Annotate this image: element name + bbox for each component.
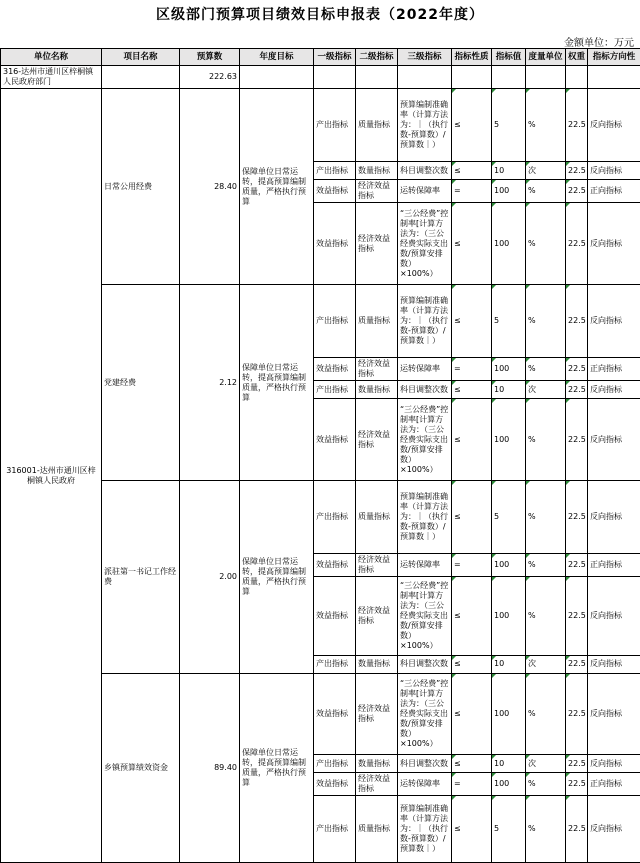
measure-unit: %	[526, 796, 566, 863]
indicator-value: 100	[492, 203, 526, 285]
indicator-value: 100	[492, 358, 526, 381]
level3-indicator: “三公经费”控制率[计算方法为：（三公经费实际支出数/预算安排数）×100%）	[398, 673, 452, 755]
weight: 22.5	[566, 577, 588, 656]
indicator-nature: ≤	[452, 755, 492, 773]
indicator-direction: 反向指标	[588, 285, 640, 358]
level2-indicator: 经济效益指标	[356, 179, 398, 202]
level1-indicator: 产出指标	[314, 755, 356, 773]
indicator-nature: =	[452, 358, 492, 381]
project-name: 派驻第一书记工作经费	[102, 481, 180, 674]
level2-indicator: 经济效益指标	[356, 358, 398, 381]
level1-indicator: 效益指标	[314, 203, 356, 285]
weight: 22.5	[566, 162, 588, 180]
header-cell: 度量单位	[526, 49, 566, 66]
level3-indicator: 运转保障率	[398, 179, 452, 202]
measure-unit: %	[526, 554, 566, 577]
empty-cell	[566, 66, 588, 89]
project-amount: 2.12	[180, 285, 240, 481]
measure-unit: %	[526, 203, 566, 285]
weight: 22.5	[566, 773, 588, 796]
indicator-direction: 反向指标	[588, 673, 640, 755]
level2-indicator: 质量指标	[356, 285, 398, 358]
weight: 22.5	[566, 673, 588, 755]
level3-indicator: “三公经费”控制率[计算方法为：（三公经费实际支出数/预算安排数）×100%）	[398, 203, 452, 285]
indicator-value: 5	[492, 89, 526, 162]
level3-indicator: “三公经费”控制率[计算方法为：（三公经费实际支出数/预算安排数）×100%）	[398, 399, 452, 481]
level3-indicator: 预算编制准确率（计算方法为：｜（执行数-预算数）/预算数｜）	[398, 89, 452, 162]
indicator-nature: ≤	[452, 796, 492, 863]
measure-unit: 次	[526, 381, 566, 399]
header-cell: 指标值	[492, 49, 526, 66]
indicator-direction: 反向指标	[588, 577, 640, 656]
empty-cell	[492, 66, 526, 89]
level3-indicator: 预算编制准确率（计算方法为：｜（执行数-预算数）/预算数｜）	[398, 796, 452, 863]
level3-indicator: 科目调整次数	[398, 381, 452, 399]
indicator-row	[1, 89, 640, 162]
weight: 22.5	[566, 755, 588, 773]
header-cell: 单位名称	[1, 49, 102, 66]
level2-indicator: 经济效益指标	[356, 203, 398, 285]
indicator-value: 100	[492, 399, 526, 481]
indicator-direction: 反向指标	[588, 89, 640, 162]
header-cell: 年度目标	[240, 49, 314, 66]
indicator-direction: 反向指标	[588, 481, 640, 554]
indicator-nature: ≤	[452, 203, 492, 285]
level2-indicator: 数量指标	[356, 381, 398, 399]
level1-indicator: 产出指标	[314, 481, 356, 554]
level3-indicator: 科目调整次数	[398, 162, 452, 180]
indicator-value: 5	[492, 796, 526, 863]
indicator-nature: ≤	[452, 162, 492, 180]
indicator-direction: 正向指标	[588, 554, 640, 577]
level2-indicator: 经济效益指标	[356, 554, 398, 577]
project-amount: 2.00	[180, 481, 240, 674]
empty-cell	[452, 66, 492, 89]
level2-indicator: 数量指标	[356, 655, 398, 673]
indicator-nature: =	[452, 773, 492, 796]
indicator-value: 100	[492, 554, 526, 577]
indicator-nature: ≤	[452, 381, 492, 399]
header-cell: 项目名称	[102, 49, 180, 66]
empty-cell	[240, 66, 314, 89]
indicator-nature: ≤	[452, 285, 492, 358]
indicator-nature: =	[452, 554, 492, 577]
indicator-direction: 反向指标	[588, 655, 640, 673]
measure-unit: %	[526, 577, 566, 656]
header-cell: 权重	[566, 49, 588, 66]
level2-indicator: 经济效益指标	[356, 673, 398, 755]
level1-indicator: 效益指标	[314, 773, 356, 796]
empty-cell	[356, 66, 398, 89]
performance-target-table	[0, 48, 640, 863]
level3-indicator: 运转保障率	[398, 554, 452, 577]
measure-unit: 次	[526, 655, 566, 673]
header-cell: 预算数	[180, 49, 240, 66]
indicator-nature: ≤	[452, 577, 492, 656]
level2-indicator: 质量指标	[356, 481, 398, 554]
indicator-value: 10	[492, 162, 526, 180]
indicator-nature: ≤	[452, 89, 492, 162]
measure-unit: %	[526, 89, 566, 162]
indicator-value: 100	[492, 673, 526, 755]
measure-unit: %	[526, 773, 566, 796]
weight: 22.5	[566, 381, 588, 399]
weight: 22.5	[566, 203, 588, 285]
level1-indicator: 效益指标	[314, 554, 356, 577]
level1-indicator: 产出指标	[314, 285, 356, 358]
empty-cell	[102, 66, 180, 89]
level1-indicator: 产出指标	[314, 162, 356, 180]
level1-indicator: 效益指标	[314, 577, 356, 656]
level2-indicator: 质量指标	[356, 89, 398, 162]
indicator-direction: 反向指标	[588, 203, 640, 285]
header-cell: 三级指标	[398, 49, 452, 66]
empty-cell	[398, 66, 452, 89]
header-cell: 一级指标	[314, 49, 356, 66]
measure-unit: 次	[526, 755, 566, 773]
header-cell: 二级指标	[356, 49, 398, 66]
measure-unit: %	[526, 481, 566, 554]
weight: 22.5	[566, 89, 588, 162]
measure-unit: %	[526, 399, 566, 481]
weight: 22.5	[566, 399, 588, 481]
amount-unit-note: 金额单位：万元	[564, 38, 634, 49]
header-row	[1, 49, 640, 66]
indicator-nature: ≤	[452, 481, 492, 554]
indicator-nature: ≤	[452, 399, 492, 481]
level2-indicator: 数量指标	[356, 162, 398, 180]
level3-indicator: 运转保障率	[398, 358, 452, 381]
unit-name: 316001-达州市通川区梓桐镇人民政府	[1, 89, 102, 863]
level2-indicator: 经济效益指标	[356, 399, 398, 481]
measure-unit: %	[526, 358, 566, 381]
weight: 22.5	[566, 285, 588, 358]
measure-unit: %	[526, 673, 566, 755]
project-name: 党建经费	[102, 285, 180, 481]
level3-indicator: 预算编制准确率（计算方法为：｜（执行数-预算数）/预算数｜）	[398, 481, 452, 554]
indicator-nature: ≤	[452, 673, 492, 755]
weight: 22.5	[566, 796, 588, 863]
level1-indicator: 效益指标	[314, 399, 356, 481]
level2-indicator: 经济效益指标	[356, 577, 398, 656]
indicator-value: 100	[492, 773, 526, 796]
annual-goal: 保障单位日常运转，提高预算编制质量，严格执行预算	[240, 89, 314, 285]
indicator-value: 100	[492, 577, 526, 656]
level1-indicator: 产出指标	[314, 381, 356, 399]
level2-indicator: 质量指标	[356, 796, 398, 863]
level3-indicator: “三公经费”控制率[计算方法为：（三公经费实际支出数/预算安排数）×100%）	[398, 577, 452, 656]
level3-indicator: 运转保障率	[398, 773, 452, 796]
indicator-direction: 反向指标	[588, 162, 640, 180]
indicator-value: 5	[492, 285, 526, 358]
empty-cell	[526, 66, 566, 89]
empty-cell	[588, 66, 640, 89]
indicator-direction: 反向指标	[588, 399, 640, 481]
level3-indicator: 科目调整次数	[398, 655, 452, 673]
indicator-direction: 反向指标	[588, 755, 640, 773]
level1-indicator: 效益指标	[314, 179, 356, 202]
measure-unit: %	[526, 285, 566, 358]
indicator-direction: 正向指标	[588, 179, 640, 202]
level3-indicator: 预算编制准确率（计算方法为：｜（执行数-预算数）/预算数｜）	[398, 285, 452, 358]
level3-indicator: 科目调整次数	[398, 755, 452, 773]
indicator-direction: 正向指标	[588, 773, 640, 796]
indicator-value: 100	[492, 179, 526, 202]
indicator-direction: 反向指标	[588, 796, 640, 863]
weight: 22.5	[566, 179, 588, 202]
level1-indicator: 效益指标	[314, 673, 356, 755]
report-title: 区级部门预算项目绩效目标申报表（2022年度）	[156, 7, 484, 23]
indicator-value: 10	[492, 755, 526, 773]
dept-name: 316-达州市通川区梓桐镇人民政府部门	[1, 66, 102, 89]
level1-indicator: 产出指标	[314, 655, 356, 673]
weight: 22.5	[566, 358, 588, 381]
dept-row	[1, 66, 640, 89]
indicator-value: 10	[492, 381, 526, 399]
project-amount: 89.40	[180, 673, 240, 862]
project-name: 日常公用经费	[102, 89, 180, 285]
dept-amount: 222.63	[180, 66, 240, 89]
measure-unit: 次	[526, 162, 566, 180]
measure-unit: %	[526, 179, 566, 202]
weight: 22.5	[566, 554, 588, 577]
indicator-direction: 正向指标	[588, 358, 640, 381]
level2-indicator: 经济效益指标	[356, 773, 398, 796]
header-cell: 指标方向性	[588, 49, 640, 66]
level1-indicator: 产出指标	[314, 796, 356, 863]
header-cell: 指标性质	[452, 49, 492, 66]
weight: 22.5	[566, 655, 588, 673]
annual-goal: 保障单位日常运转，提高预算编制质量，严格执行预算	[240, 673, 314, 862]
indicator-nature: =	[452, 179, 492, 202]
annual-goal: 保障单位日常运转，提高预算编制质量，严格执行预算	[240, 481, 314, 674]
project-amount: 28.40	[180, 89, 240, 285]
empty-cell	[314, 66, 356, 89]
annual-goal: 保障单位日常运转，提高预算编制质量，严格执行预算	[240, 285, 314, 481]
weight: 22.5	[566, 481, 588, 554]
indicator-nature: ≤	[452, 655, 492, 673]
level2-indicator: 数量指标	[356, 755, 398, 773]
indicator-value: 10	[492, 655, 526, 673]
indicator-value: 5	[492, 481, 526, 554]
indicator-direction: 反向指标	[588, 381, 640, 399]
level1-indicator: 效益指标	[314, 358, 356, 381]
level1-indicator: 产出指标	[314, 89, 356, 162]
project-name: 乡镇预算绩效资金	[102, 673, 180, 862]
